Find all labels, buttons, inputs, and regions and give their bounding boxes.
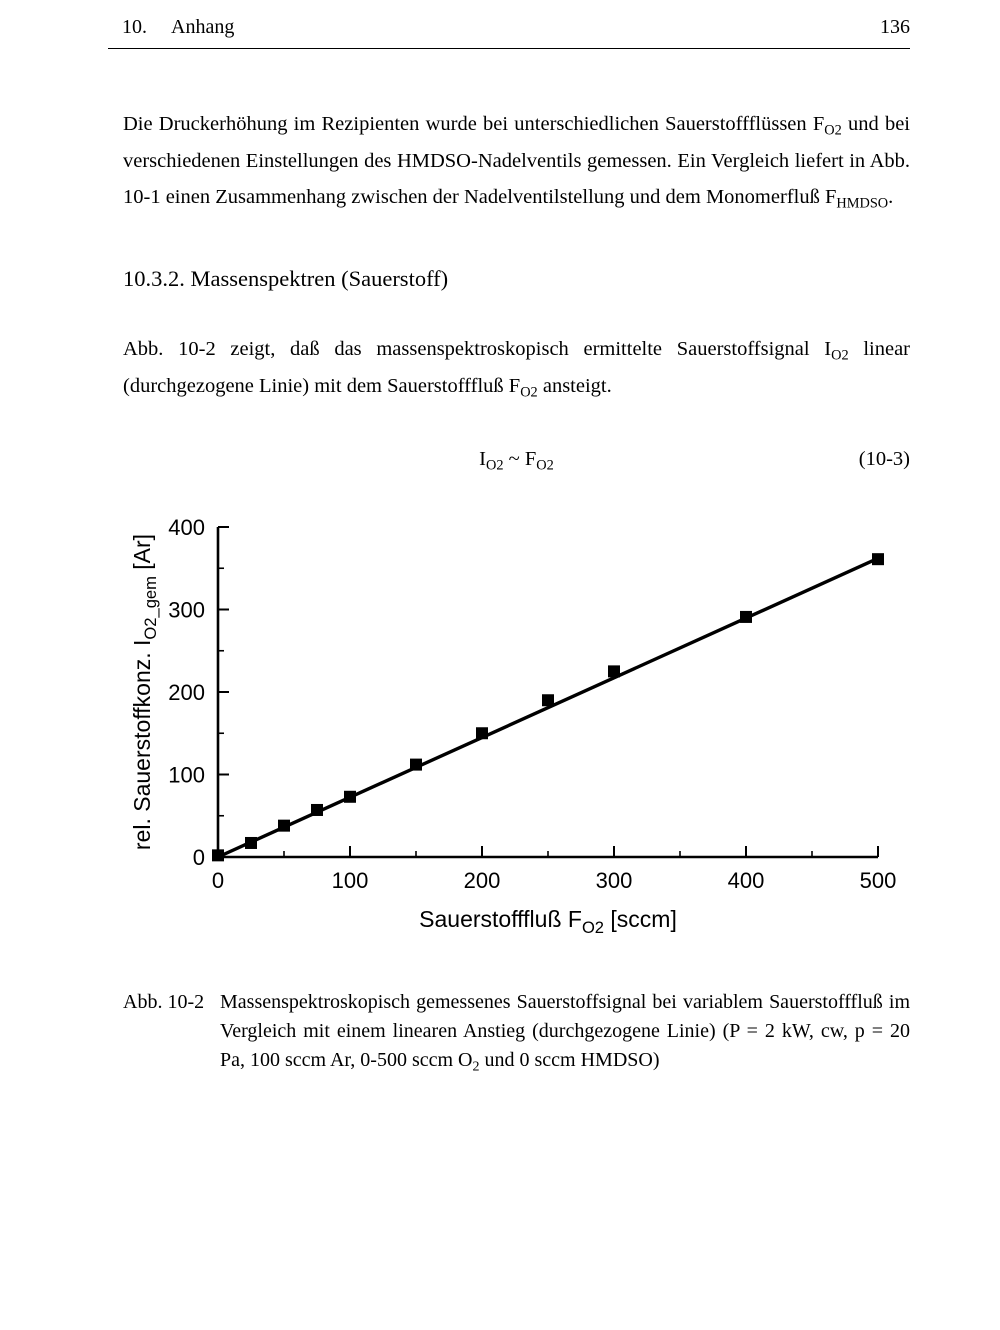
data-point-marker — [740, 611, 752, 623]
section-heading: 10.3.2. Massenspektren (Sauerstoff) — [123, 266, 449, 292]
x-axis-label: Sauerstofffluß $F_{O2}$ [sccm] — [419, 906, 677, 938]
text-segment: . — [888, 185, 894, 208]
x-tick-label: 400 — [727, 868, 765, 894]
data-point-marker — [344, 791, 356, 803]
x-tick-label: 500 — [859, 868, 897, 894]
data-point-marker — [542, 694, 554, 706]
x-tick-label: 200 — [463, 868, 501, 894]
text-segment: Massenspektroskopisch gemessenes Sauerstoffsignal bei variablem Sauerstofffluß im Vergleich mit einem linearen Anstieg (durchgezogene Linie) (P = 2 kW, cw, p = 20 Pa, 100 sccm Ar, 0-500 sccm O — [220, 991, 910, 1072]
subscript-text: O2 — [486, 457, 504, 474]
x-tick-label: 300 — [595, 868, 633, 894]
y-tick-label: 200 — [168, 680, 205, 706]
text-segment: und 0 sccm HMDSO) — [479, 1049, 660, 1072]
figure-caption-label: Abb. 10-2 — [123, 991, 205, 1014]
subscript-text: 2 — [472, 1059, 480, 1075]
y-tick-label: 100 — [168, 762, 205, 788]
x-tick-label: 100 — [331, 868, 369, 894]
subscript-text: O2 — [536, 457, 554, 474]
subscript-text: HMDSO — [836, 195, 889, 212]
equation-body — [123, 448, 910, 475]
figure-caption — [123, 988, 910, 1078]
figure-chart-svg — [123, 512, 913, 940]
text-segment: ~ F — [503, 447, 537, 470]
paragraph-figure-ref — [123, 332, 910, 405]
x-tick-label: 0 — [211, 868, 225, 894]
paragraph-intro — [123, 107, 910, 216]
subscript-text: O2 — [831, 347, 849, 364]
equation — [123, 448, 910, 475]
page-header — [108, 16, 910, 49]
data-point-marker — [278, 820, 290, 832]
text-segment: I — [479, 447, 486, 470]
y-tick-label: 400 — [168, 515, 205, 541]
y-tick-label: 300 — [168, 597, 205, 623]
page-content — [123, 107, 910, 1078]
data-point-marker — [212, 849, 224, 861]
chapter-title: Anhang — [171, 16, 235, 38]
data-point-marker — [245, 837, 257, 849]
data-point-marker — [410, 759, 422, 771]
subscript-text: O2 — [824, 122, 842, 139]
y-tick-label: 0 — [192, 845, 205, 871]
text-segment: linear (durchgezogene Linie) mit dem Sauerstofffluß F — [123, 338, 910, 397]
text-segment: Abb. 10-2 zeigt, daß das massenspektroskopisch ermittelte Sauerstoffsignal I — [123, 338, 832, 361]
equation-number: (10-3) — [858, 447, 910, 470]
chapter-number: 10. — [122, 16, 147, 38]
subscript-text: O2 — [520, 384, 538, 401]
data-point-marker — [476, 727, 488, 739]
text-segment: Die Druckerhöhung im Rezipienten wurde bei unterschiedlichen Sauerstoffflüssen F — [123, 113, 825, 135]
data-point-marker — [608, 666, 620, 678]
figure-caption-text — [220, 988, 910, 1078]
text-segment: ansteigt. — [537, 374, 612, 397]
page-number: 136 — [880, 16, 910, 38]
y-axis-label: rel. Sauerstoffkonz. $I_{O2\_gem}$ [Ar] — [129, 534, 160, 851]
chapter-heading — [108, 16, 234, 39]
data-point-marker — [311, 804, 323, 816]
data-point-marker — [872, 553, 884, 565]
text-segment: und bei verschiedenen Einstellungen des HMDSO-Nadelventils gemessen. Ein Vergleich liefert in Abb. 10-1 einen Zusammenhang zwischen der Nadelventilstellung und dem Monomerfluß F — [123, 113, 910, 208]
